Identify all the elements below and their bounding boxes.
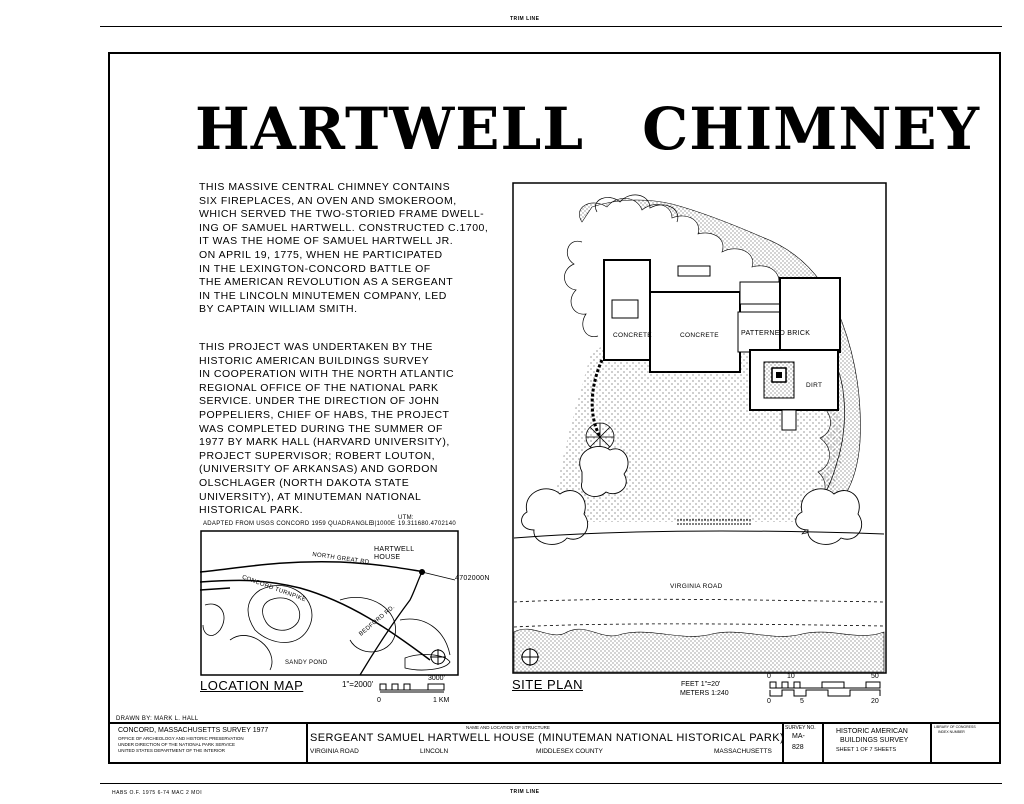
map-house-label-1: HARTWELL: [374, 546, 415, 553]
map-road-concord: CONCORD TURNPIKE: [241, 574, 307, 604]
site-feet-50: 50: [871, 673, 879, 680]
page-title: [195, 95, 980, 163]
survey-no-2: 828: [792, 744, 804, 751]
survey-no-1: MA-: [792, 733, 805, 740]
loc-line-2: INDEX NUMBER: [938, 730, 965, 734]
map-road-north-great: NORTH GREAT RD.: [311, 551, 372, 567]
map-scale-0: 0: [377, 697, 381, 704]
title-word-2: CHIMNEY: [642, 95, 980, 163]
site-patterned-brick: PATTERNED BRICK: [741, 330, 811, 337]
trim-rule-top: [100, 26, 1002, 27]
site-plan: [512, 182, 887, 674]
map-scale-ratio: 1"=2000': [342, 680, 374, 689]
map-pond-label: SANDY POND: [285, 660, 328, 666]
site-feet-0: 0: [767, 673, 771, 680]
map-scale-1km: 1 KM: [433, 697, 450, 704]
site-m-5: 5: [800, 698, 804, 705]
structure-county: MIDDLESEX COUNTY: [536, 748, 603, 755]
site-concrete-2: CONCRETE: [680, 332, 719, 339]
structure-road: VIRGINIA ROAD: [310, 748, 359, 755]
trim-line-bottom: TRIM LINE: [510, 789, 540, 795]
location-map: [200, 530, 460, 676]
map-source: ADAPTED FROM USGS CONCORD 1959 QUADRANGLE: [203, 521, 373, 527]
site-plan-title: SITE PLAN: [512, 677, 583, 692]
survey-line-3: UNDER DIRECTION OF THE NATIONAL PARK SERVICE: [118, 742, 236, 747]
structure-town: LINCOLN: [420, 748, 449, 755]
site-m-20: 20: [871, 698, 879, 705]
habs-line-2: BUILDINGS SURVEY: [840, 737, 909, 744]
map-northing: 4702000N: [455, 575, 490, 582]
location-map-title: LOCATION MAP: [200, 678, 304, 693]
map-house-label-2: HOUSE: [374, 554, 401, 561]
survey-line-4: UNITED STATES DEPARTMENT OF THE INTERIOR: [118, 748, 226, 753]
structure-state: MASSACHUSETTS: [714, 748, 772, 755]
survey-no-caption: SURVEY NO.: [785, 725, 816, 731]
site-feet-label: FEET 1"=20': [681, 681, 721, 688]
map-scale-bar: [378, 680, 448, 696]
habs-line-1: HISTORIC AMERICAN: [836, 728, 908, 735]
site-scale-bar: [768, 680, 883, 698]
survey-line-2: OFFICE OF ARCHEOLOGY AND HISTORIC PRESERVATION: [118, 736, 244, 741]
drawn-by: DRAWN BY: MARK L. HALL: [116, 716, 199, 722]
survey-line-1: CONCORD, MASSACHUSETTS SURVEY 1977: [118, 727, 269, 734]
sheet-number: SHEET 1 OF 7 SHEETS: [836, 747, 897, 753]
project-paragraph: THIS PROJECT WAS UNDERTAKEN BY THE HISTORIC AMERICAN BUILDINGS SURVEY IN COOPERATION WITH THE NORTH ATLANTIC REGIONAL OFFICE OF THE NATIONAL PARK SERVICE. UNDER THE DIRECTION OF JOHN POPPELIERS, CHIEF OF HABS, THE PROJECT WAS COMPLETED DURING THE SUMMER OF 1977 BY MARK HALL (HARVARD UNIVERSITY), PROJECT SUPERVISOR; ROBERT LOUTON, (UNIVERSITY OF ARKANSAS) AND GORDON OLSCHLAGER (NORTH DAKOTA STATE UNIVERSITY), AT MINUTEMAN NATIONAL HISTORICAL PARK.: [199, 341, 455, 517]
form-code: HABS O.F. 1975 6-74 MAC 2 MOI: [112, 790, 203, 796]
site-meters-label: METERS 1:240: [680, 690, 729, 697]
site-dirt: DIRT: [806, 382, 823, 389]
title-word-1: HARTWELL: [195, 95, 585, 163]
map-utm-value: 19.311680.4702140: [398, 521, 457, 527]
trim-line-top: TRIM LINE: [510, 16, 540, 22]
site-concrete-1: CONCRETE: [613, 332, 652, 339]
map-road-bedford: BEDFORD RD.: [358, 604, 397, 638]
site-road-label: VIRGINIA ROAD: [670, 583, 723, 590]
map-quad: 3|1000E: [371, 521, 396, 527]
site-feet-10: 10: [787, 673, 795, 680]
map-scale-3000: 3000': [428, 675, 445, 682]
map-utm-label: UTM:: [398, 515, 414, 521]
trim-rule-bottom: [100, 783, 1002, 784]
history-paragraph: THIS MASSIVE CENTRAL CHIMNEY CONTAINS SIX FIREPLACES, AN OVEN AND SMOKEROOM, WHICH SERVED THE TWO-STORIED FRAME DWELL- ING OF SAMUEL HARTWELL. CONSTRUCTED C.1700, IT WAS THE HOME OF SAMUEL HARTWELL JR. ON APRIL 19, 1775, WHEN HE PARTICIPATED IN THE LEXINGTON-CONCORD BATTLE OF THE AMERICAN REVOLUTION AS A SERGEANT IN THE LINCOLN MINUTEMEN COMPANY, LED BY CAPTAIN WILLIAM SMITH.: [199, 181, 489, 316]
loc-line-1: LIBRARY OF CONGRESS: [934, 725, 976, 729]
site-m-0: 0: [767, 698, 771, 705]
structure-name: SERGEANT SAMUEL HARTWELL HOUSE (MINUTEMAN NATIONAL HISTORICAL PARK): [310, 732, 785, 744]
structure-caption: NAME AND LOCATION OF STRUCTURE: [466, 725, 550, 730]
